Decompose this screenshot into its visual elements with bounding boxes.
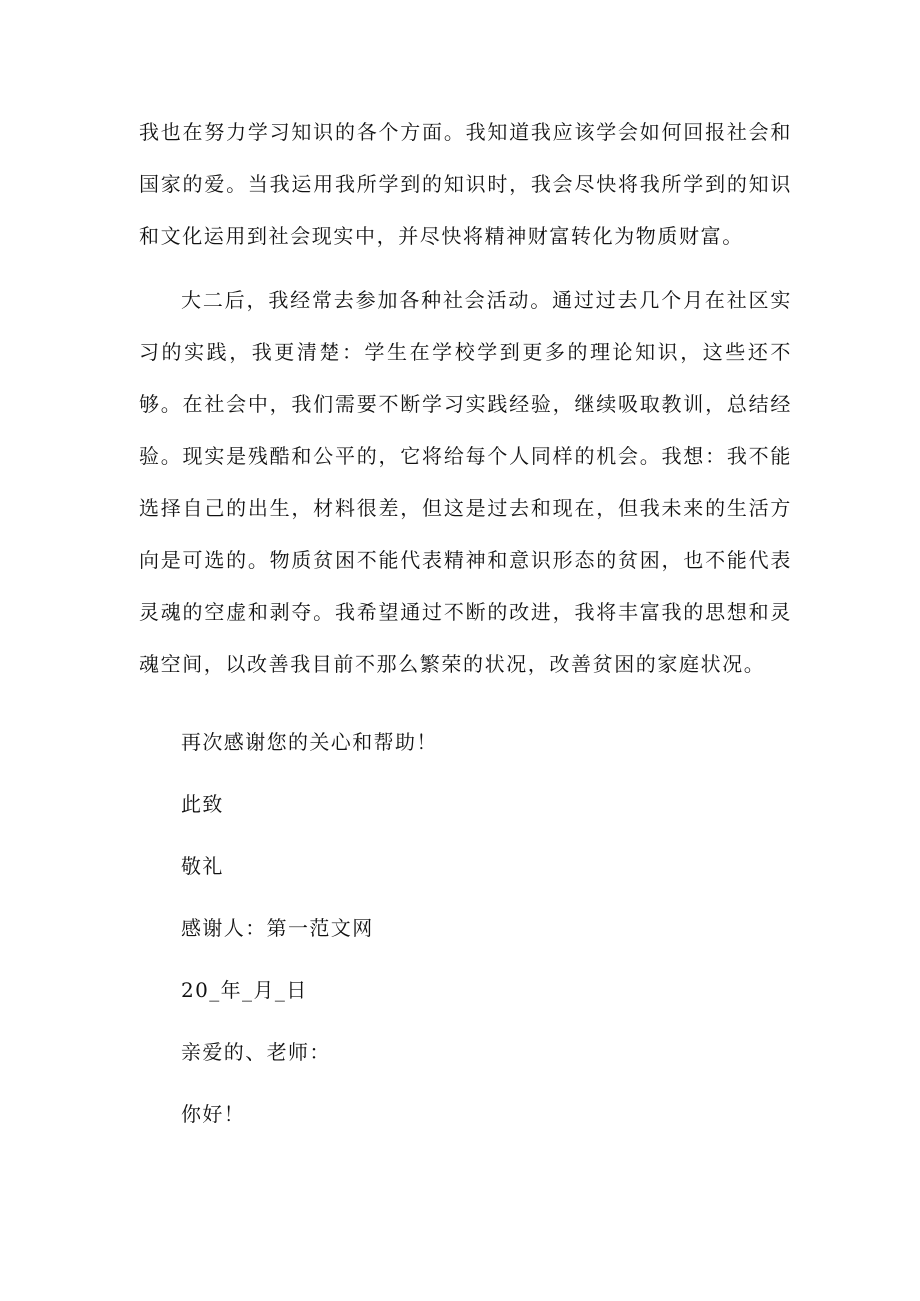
salutation-jingli: 敬礼 [181, 854, 224, 878]
salutation-cizhi: 此致 [181, 792, 224, 816]
thanks-line: 再次感谢您的关心和帮助！ [181, 730, 438, 754]
signature-line: 感谢人：第一范文网 [181, 916, 374, 940]
body-paragraph-1: 我也在努力学习知识的各个方面。我知道我应该学会如何回报社会和国家的爱。当我运用我所学到的知识时，我会尽快将我所学到的知识和文化运用到社会现实中，并尽快将精神财富转化为物质财富。 [139, 120, 792, 248]
greeting-teacher: 亲爱的、老师： [181, 1040, 331, 1064]
date-line: 20_年_月_日 [181, 978, 308, 1002]
greeting-hello: 你好！ [181, 1102, 246, 1126]
body-paragraph-2: 大二后，我经常去参加各种社会活动。通过过去几个月在社区实习的实践，我更清楚：学生在学校学到更多的理论知识，这些还不够。在社会中，我们需要不断学习实践经验，继续吸取教训，总结经验。现实是残酷和公平的，它将给每个人同样的机会。我想：我不能选择自己的出生，材料很差，但这是过去和现在，但我未来的生活方向是可选的。物质贫困不能代表精神和意识形态的贫困，也不能代表灵魂的空虚和剥夺。我希望通过不断的改进，我将丰富我的思想和灵魂空间，以改善我目前不那么繁荣的状况，改善贫困的家庭状况。 [139, 288, 792, 676]
